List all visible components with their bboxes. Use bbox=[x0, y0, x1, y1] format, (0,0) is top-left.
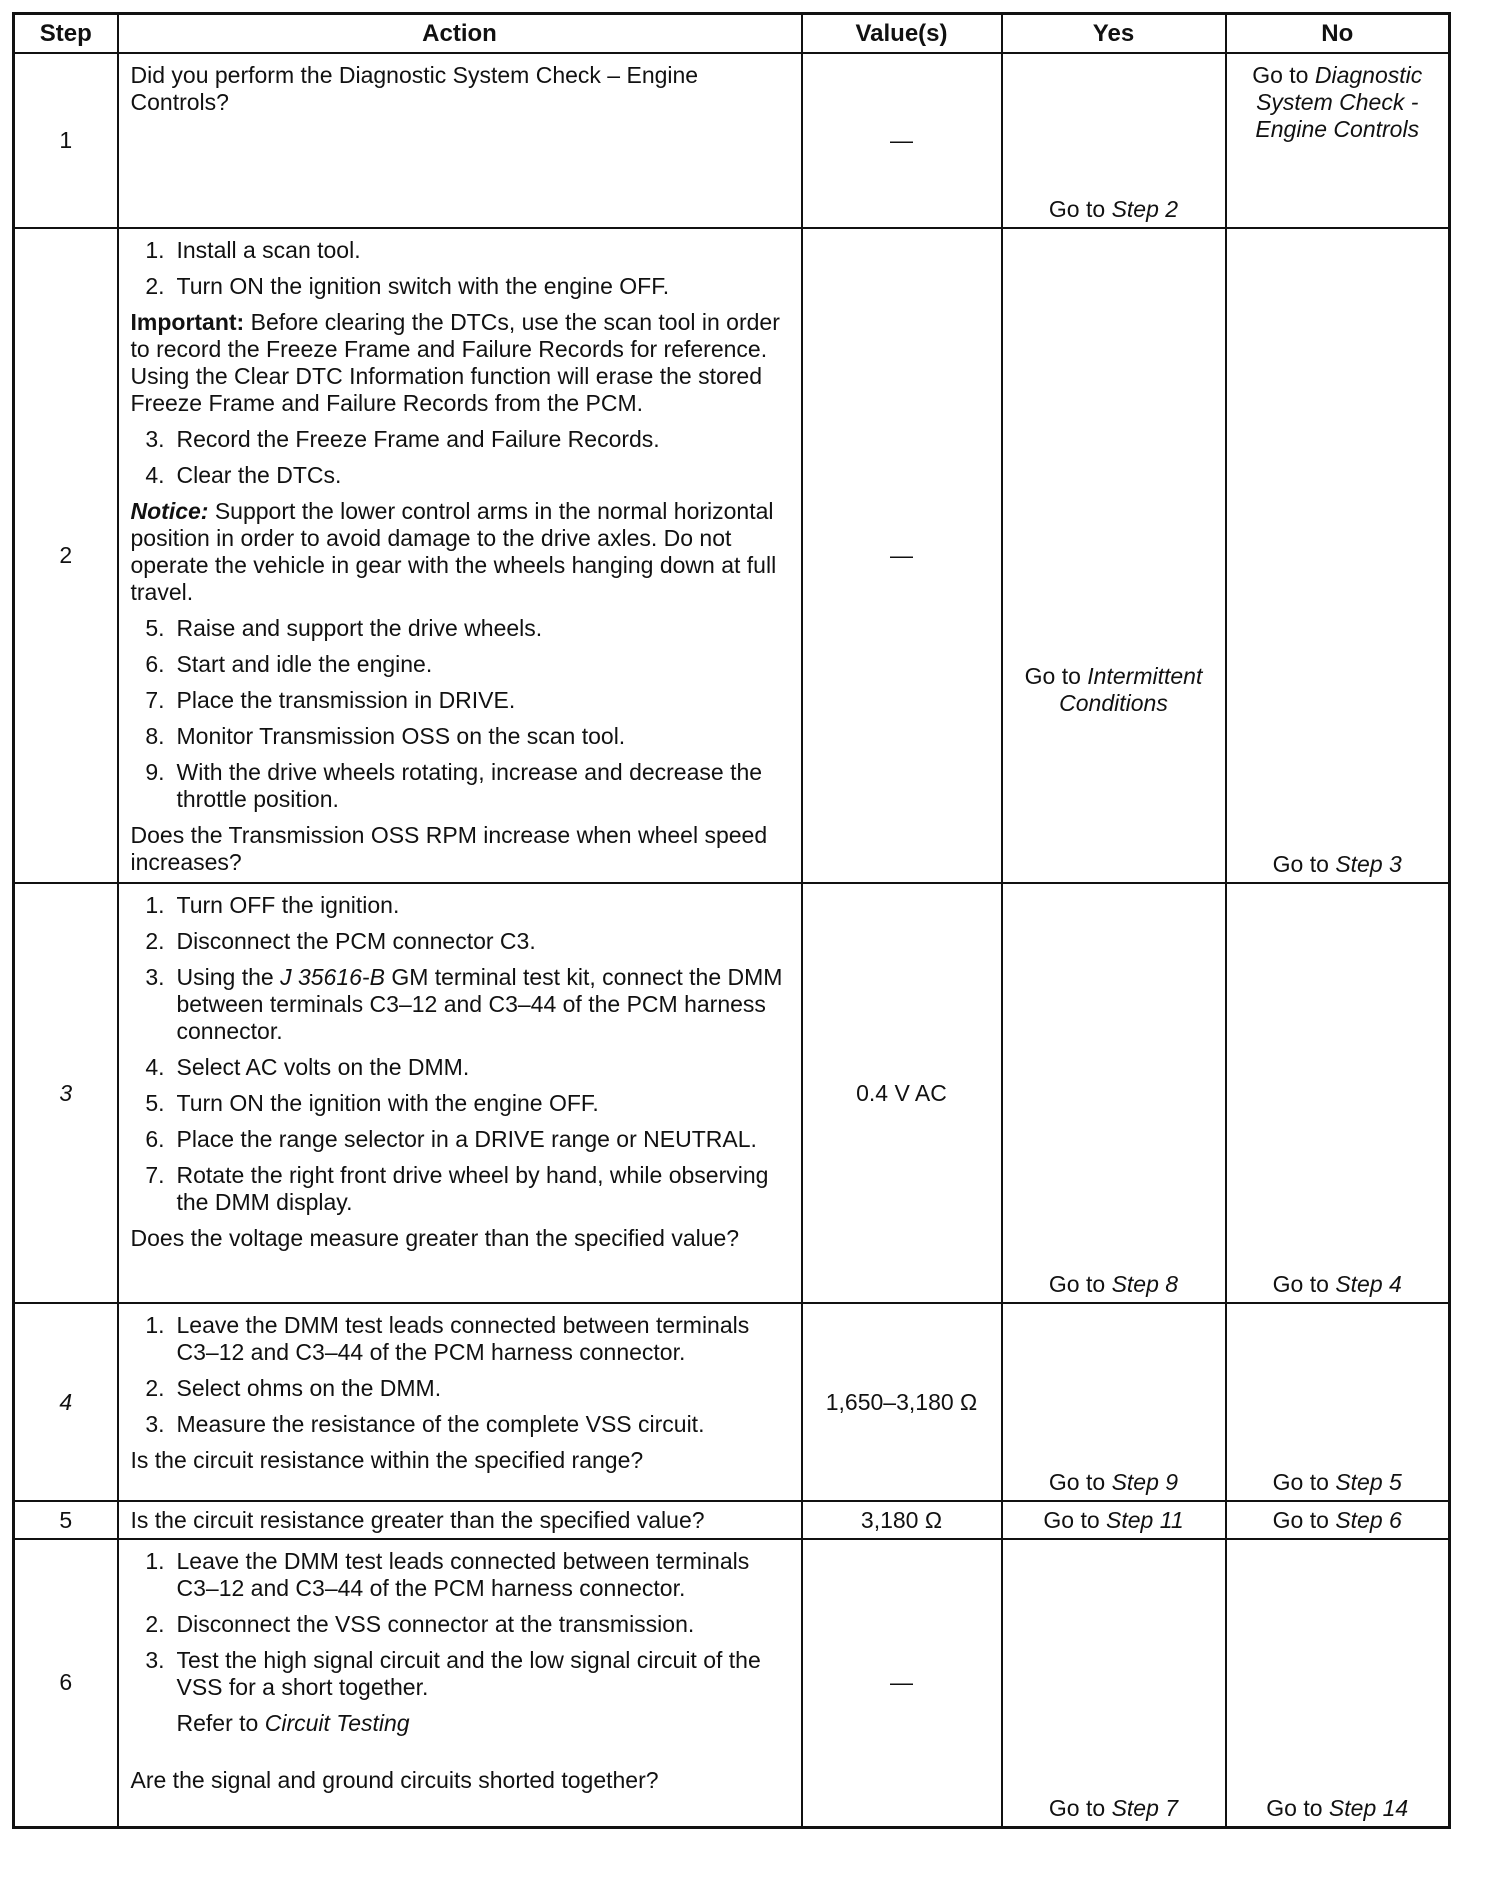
step-question: Does the voltage measure greater than the specified value? bbox=[130, 1225, 740, 1251]
yes-link[interactable]: Go to Step 8 bbox=[1048, 1271, 1179, 1297]
yes-link[interactable]: Go to Intermittent Conditions bbox=[1024, 663, 1203, 716]
action-cell bbox=[118, 1501, 802, 1539]
table-row-step-1 bbox=[14, 53, 1450, 228]
table-row-step-2 bbox=[14, 228, 1450, 883]
list-item: 7. Rotate the right front drive wheel by hand, while observing the DMM display. bbox=[145, 1162, 769, 1215]
no-link[interactable]: Go to Step 4 bbox=[1272, 1271, 1402, 1297]
list-item: 3. Record the Freeze Frame and Failure Records. bbox=[145, 426, 660, 452]
list-item: 9. With the drive wheels rotating, increase and decrease the throttle position. bbox=[145, 759, 763, 812]
list-item: 1. Turn OFF the ignition. bbox=[145, 892, 400, 918]
yes-cell bbox=[1002, 1303, 1226, 1501]
list-item: 2. Turn ON the ignition switch with the engine OFF. bbox=[145, 273, 670, 299]
yes-cell bbox=[1002, 53, 1226, 228]
list-item: 6. Place the range selector in a DRIVE range or NEUTRAL. bbox=[145, 1126, 757, 1152]
instruction-list bbox=[131, 426, 791, 489]
action-cell bbox=[118, 1303, 802, 1501]
step-question: Are the signal and ground circuits shorted together? bbox=[130, 1767, 659, 1793]
yes-link[interactable]: Go to Step 2 bbox=[1048, 196, 1179, 222]
step-number: 3 bbox=[14, 883, 118, 1303]
no-cell bbox=[1226, 1303, 1450, 1501]
refer-note: Refer to Circuit Testing bbox=[176, 1710, 410, 1736]
step-number: 5 bbox=[14, 1501, 118, 1539]
yes-cell bbox=[1002, 1539, 1226, 1827]
yes-link[interactable]: Go to Step 7 bbox=[1048, 1794, 1179, 1821]
no-link[interactable]: Go to Step 14 bbox=[1266, 1794, 1409, 1821]
list-item: 6. Start and idle the engine. bbox=[145, 651, 433, 677]
step-number: 2 bbox=[14, 228, 118, 883]
yes-link[interactable]: Go to Step 11 bbox=[1043, 1506, 1184, 1533]
list-item: 8. Monitor Transmission OSS on the scan tool. bbox=[145, 723, 626, 749]
value-cell: — bbox=[802, 53, 1002, 228]
list-item: 4. Select AC volts on the DMM. bbox=[145, 1054, 470, 1080]
header-yes: Yes bbox=[1002, 14, 1226, 54]
step-question: Did you perform the Diagnostic System Check – Engine Controls? bbox=[130, 62, 699, 115]
table-row-step-3 bbox=[14, 883, 1450, 1303]
action-cell bbox=[118, 228, 802, 883]
list-item: 4. Clear the DTCs. bbox=[145, 462, 342, 488]
value-cell: — bbox=[802, 228, 1002, 883]
table-row-step-4 bbox=[14, 1303, 1450, 1501]
instruction-list bbox=[131, 615, 791, 813]
instruction-list bbox=[131, 1312, 791, 1438]
circuit-testing-link[interactable]: Circuit Testing bbox=[264, 1710, 410, 1736]
yes-cell bbox=[1002, 228, 1226, 883]
yes-link[interactable]: Go to Step 9 bbox=[1048, 1469, 1179, 1495]
list-item: 3. Using the J 35616-B GM terminal test kit, connect the DMM between terminals C3–12 and C3–44 of the PCM harness connector. bbox=[145, 964, 783, 1044]
instruction-list bbox=[131, 237, 791, 300]
no-cell bbox=[1226, 1539, 1450, 1827]
header-action: Action bbox=[118, 14, 802, 54]
header-values: Value(s) bbox=[802, 14, 1002, 54]
no-cell bbox=[1226, 228, 1450, 883]
step-question: Does the Transmission OSS RPM increase when wheel speed increases? bbox=[130, 822, 768, 875]
table-row-step-5 bbox=[14, 1501, 1450, 1539]
value-cell: 3,180 Ω bbox=[802, 1501, 1002, 1539]
action-cell bbox=[118, 53, 802, 228]
list-item: 3. Measure the resistance of the complete VSS circuit. bbox=[145, 1411, 705, 1437]
important-note: Important: Before clearing the DTCs, use the scan tool in order to record the Freeze Frame and Failure Records for reference. Using the Clear DTC Information function will erase the stored Freeze Frame and Failure Records from the PCM. bbox=[130, 309, 780, 416]
value-cell: 1,650–3,180 Ω bbox=[802, 1303, 1002, 1501]
list-item: 2. Select ohms on the DMM. bbox=[145, 1375, 442, 1401]
list-item: 3. Test the high signal circuit and the low signal circuit of the VSS for a short together. bbox=[145, 1647, 761, 1700]
no-cell bbox=[1226, 883, 1450, 1303]
no-cell bbox=[1226, 1501, 1450, 1539]
action-cell bbox=[118, 1539, 802, 1827]
step-number: 1 bbox=[14, 53, 118, 228]
no-link[interactable]: Go to Step 3 bbox=[1272, 851, 1402, 877]
step-number: 4 bbox=[14, 1303, 118, 1501]
list-item: 7. Place the transmission in DRIVE. bbox=[145, 687, 516, 713]
instruction-list bbox=[131, 1548, 791, 1701]
list-item: 5. Turn ON the ignition with the engine OFF. bbox=[145, 1090, 599, 1116]
diagnostic-table bbox=[12, 12, 1451, 1829]
no-link[interactable]: Go to Step 5 bbox=[1272, 1469, 1402, 1495]
list-item: 1. Leave the DMM test leads connected between terminals C3–12 and C3–44 of the PCM harness connector. bbox=[145, 1312, 750, 1365]
instruction-list bbox=[131, 892, 791, 1216]
list-item: 2. Disconnect the PCM connector C3. bbox=[145, 928, 536, 954]
value-cell: — bbox=[802, 1539, 1002, 1827]
action-cell bbox=[118, 883, 802, 1303]
no-cell bbox=[1226, 53, 1450, 228]
notice-note: Notice: Support the lower control arms in the normal horizontal position in order to avoid damage to the drive axles. Do not operate the vehicle in gear with the wheels hanging down at full travel. bbox=[130, 498, 777, 605]
list-item: 5. Raise and support the drive wheels. bbox=[145, 615, 543, 641]
step-number: 6 bbox=[14, 1539, 118, 1827]
value-cell: 0.4 V AC bbox=[802, 883, 1002, 1303]
list-item: 2. Disconnect the VSS connector at the transmission. bbox=[145, 1611, 695, 1637]
list-item: 1. Install a scan tool. bbox=[145, 237, 361, 263]
no-link[interactable]: Go to Step 6 bbox=[1272, 1506, 1402, 1533]
header-step: Step bbox=[14, 14, 118, 54]
table-row-step-6 bbox=[14, 1539, 1450, 1827]
step-question: Is the circuit resistance within the specified range? bbox=[130, 1447, 644, 1473]
yes-cell bbox=[1002, 883, 1226, 1303]
yes-cell bbox=[1002, 1501, 1226, 1539]
header-no: No bbox=[1226, 14, 1450, 54]
step-question: Is the circuit resistance greater than the specified value? bbox=[130, 1506, 705, 1533]
no-link[interactable]: Go to Diagnostic System Check - Engine Controls bbox=[1252, 62, 1423, 142]
header-row bbox=[14, 14, 1450, 54]
list-item: 1. Leave the DMM test leads connected between terminals C3–12 and C3–44 of the PCM harness connector. bbox=[145, 1548, 750, 1601]
